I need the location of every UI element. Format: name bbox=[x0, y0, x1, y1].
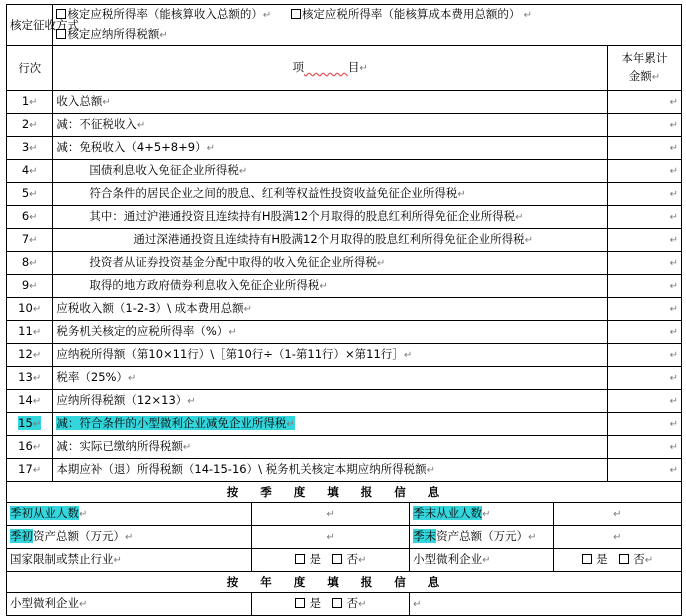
begin-assets-value[interactable]: ↵ bbox=[252, 526, 410, 549]
quarter-row-flags: 国家限制或禁止行业↵ 是 否↵ 小型微利企业↵ 是 否↵ bbox=[7, 549, 682, 572]
table-row: 9↵ 取得的地方政府债券利息收入免征企业所得税↵ ↵ bbox=[7, 275, 682, 298]
amount-cell[interactable]: ↵ bbox=[607, 114, 681, 137]
amount-cell[interactable]: ↵ bbox=[607, 206, 681, 229]
col-item-header: 项 目↵ bbox=[53, 46, 607, 91]
checkbox-icon[interactable] bbox=[295, 598, 305, 608]
method-label: 核定征收方式 bbox=[7, 5, 53, 46]
amount-cell[interactable]: ↵ bbox=[607, 390, 681, 413]
restricted-label: 国家限制或禁止行业 bbox=[10, 552, 114, 566]
table-row: 1↵ 收入总额↵ ↵ bbox=[7, 91, 682, 114]
table-row bbox=[7, 413, 682, 436]
restricted-yes[interactable]: 是 bbox=[295, 552, 321, 566]
restricted-no[interactable]: 否 bbox=[332, 552, 358, 566]
checkbox-icon[interactable] bbox=[291, 9, 301, 19]
amount-cell[interactable]: ↵ bbox=[607, 298, 681, 321]
table-row: 16↵ 减：实际已缴纳所得税额↵ ↵ bbox=[7, 436, 682, 459]
col-total-header: 本年累计 金额↵ bbox=[607, 46, 681, 91]
annual-small-micro-label: 小型微利企业 bbox=[10, 596, 79, 610]
amount-cell[interactable]: ↵ bbox=[607, 459, 681, 482]
annual-yes[interactable]: 是 bbox=[295, 596, 321, 610]
table-row: 5↵ 符合条件的居民企业之间的股息、红利等权益性投资收益免征企业所得税↵ ↵ bbox=[7, 183, 682, 206]
end-assets-label: 季末 bbox=[413, 529, 437, 543]
quarter-title-row bbox=[7, 482, 682, 503]
amount-cell[interactable]: ↵ bbox=[607, 413, 681, 436]
checkbox-icon[interactable] bbox=[332, 554, 342, 564]
checkbox-icon[interactable] bbox=[56, 29, 66, 39]
highlight-marker: 15↵ bbox=[18, 416, 42, 430]
small-micro-no[interactable]: 否 bbox=[619, 552, 645, 566]
option-cost[interactable]: 核定应税所得率（能核算成本费用总额的） ↵ bbox=[291, 5, 532, 25]
amount-cell[interactable]: ↵ bbox=[607, 275, 681, 298]
end-assets-value[interactable]: ↵ bbox=[553, 526, 681, 549]
option-fixed-tax[interactable]: 核定应纳所得税额↵ bbox=[56, 25, 167, 45]
annual-title: 按年度填报信息 bbox=[7, 572, 682, 593]
highlight-marker: 减：符合条件的小型微利企业减免企业所得税↵ bbox=[56, 416, 295, 430]
table-row: 13↵ 税率（25%）↵ ↵ bbox=[7, 367, 682, 390]
amount-cell[interactable]: ↵ bbox=[607, 160, 681, 183]
amount-cell[interactable]: ↵ bbox=[607, 229, 681, 252]
col-no-header: 行次 bbox=[7, 46, 53, 91]
begin-employees-value[interactable]: ↵ bbox=[252, 503, 410, 526]
small-micro-yes[interactable]: 是 bbox=[582, 552, 608, 566]
begin-employees-label: 季初从业人数 bbox=[10, 506, 79, 520]
annual-blank: ↵ bbox=[410, 593, 682, 616]
quarter-title: 按季度填报信息 bbox=[7, 482, 682, 503]
tax-form-table bbox=[6, 4, 682, 616]
checkbox-icon[interactable] bbox=[619, 554, 629, 564]
table-row: 17↵ 本期应补（退）所得税额（14-15-16）\ 税务机关核定本期应纳所得税额↵ ↵ bbox=[7, 459, 682, 482]
table-row: 11↵ 税务机关核定的应税所得率（%）↵ ↵ bbox=[7, 321, 682, 344]
table-row: 10↵ 应税收入额（1-2-3）\ 成本费用总额↵ ↵ bbox=[7, 298, 682, 321]
table-row: 4↵ 国债利息收入免征企业所得税↵ ↵ bbox=[7, 160, 682, 183]
amount-cell[interactable]: ↵ bbox=[607, 321, 681, 344]
checkbox-icon[interactable] bbox=[582, 554, 592, 564]
amount-cell[interactable]: ↵ bbox=[607, 344, 681, 367]
table-row: 12↵ 应纳税所得额（第10×11行）\［第10行÷（1-第11行）×第11行］↵ ↵ bbox=[7, 344, 682, 367]
amount-cell[interactable]: ↵ bbox=[607, 137, 681, 160]
annual-row: 小型微利企业↵ 是 否↵ ↵ bbox=[7, 593, 682, 616]
table-row: 3↵ 减：免税收入（4+5+8+9）↵ ↵ bbox=[7, 137, 682, 160]
amount-cell[interactable]: ↵ bbox=[607, 91, 681, 114]
annual-small-micro-choice: 是 否↵ bbox=[252, 593, 410, 616]
method-row bbox=[7, 5, 682, 46]
small-micro-choice: 是 否↵ bbox=[553, 549, 681, 572]
annual-title-row bbox=[7, 572, 682, 593]
table-row: 14↵ 应纳所得税额（12×13）↵ ↵ bbox=[7, 390, 682, 413]
amount-cell[interactable]: ↵ bbox=[607, 183, 681, 206]
annual-no[interactable]: 否 bbox=[332, 596, 358, 610]
amount-cell[interactable]: ↵ bbox=[607, 367, 681, 390]
method-options bbox=[53, 5, 682, 46]
restricted-choice: 是 否↵ bbox=[252, 549, 410, 572]
begin-assets-label: 季初 bbox=[10, 529, 33, 543]
checkbox-icon[interactable] bbox=[295, 554, 305, 564]
table-row: 7↵ 通过深港通投资且连续持有H股满12个月取得的股息红利所得免征企业所得税↵ ↵ bbox=[7, 229, 682, 252]
end-employees-label: 季末从业人数 bbox=[413, 506, 483, 520]
quarter-row-employees: 季初从业人数↵ ↵ 季末从业人数↵ ↵ bbox=[7, 503, 682, 526]
amount-cell[interactable]: ↵ bbox=[607, 436, 681, 459]
table-row: 8↵ 投资者从证券投资基金分配中取得的收入免征企业所得税↵ ↵ bbox=[7, 252, 682, 275]
table-row: 2↵ 减：不征税收入↵ ↵ bbox=[7, 114, 682, 137]
quarter-row-assets: 季初资产总额（万元）↵ ↵ 季末资产总额（万元）↵ ↵ bbox=[7, 526, 682, 549]
amount-cell[interactable]: ↵ bbox=[607, 252, 681, 275]
checkbox-icon[interactable] bbox=[56, 9, 66, 19]
table-row: 6↵ 其中：通过沪港通投资且连续持有H股满12个月取得的股息红利所得免征企业所得税↵ ↵ bbox=[7, 206, 682, 229]
checkbox-icon[interactable] bbox=[332, 598, 342, 608]
option-revenue[interactable]: 核定应税所得率（能核算收入总额的）↵ bbox=[56, 5, 271, 25]
column-header-row bbox=[7, 46, 682, 91]
small-micro-label: 小型微利企业 bbox=[413, 552, 483, 566]
end-employees-value[interactable]: ↵ bbox=[553, 503, 681, 526]
